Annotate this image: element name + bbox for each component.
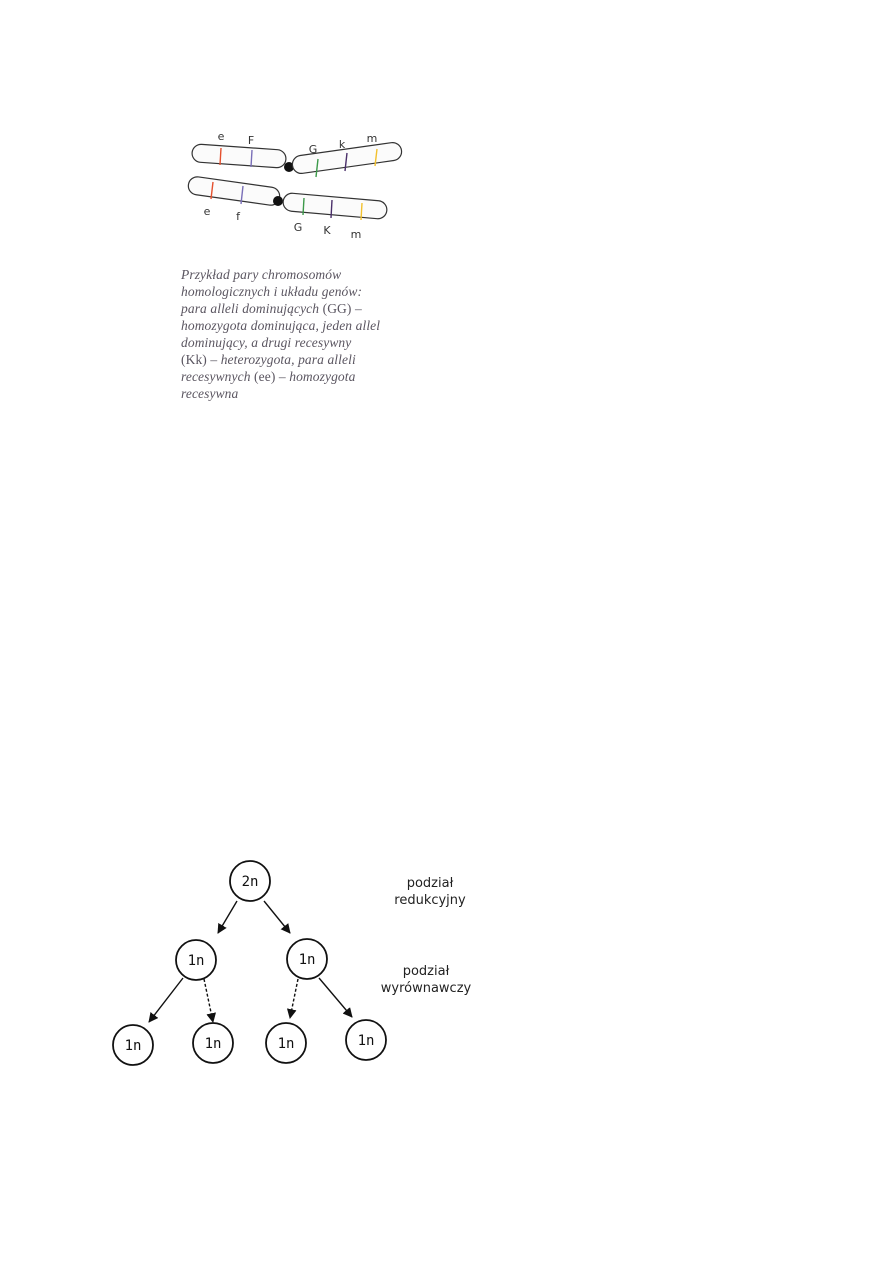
node-level2-3: [266, 1023, 306, 1063]
band-f-top: [251, 150, 252, 167]
centromere-bottom: [273, 196, 283, 206]
band-g-bottom: [303, 198, 304, 215]
caption-text: recesywnych: [181, 369, 255, 384]
meiosis-division-diagram: [100, 850, 480, 1070]
gene-label: f: [236, 210, 240, 223]
gene-label: G: [308, 143, 318, 156]
arrow-left-left: [149, 978, 183, 1022]
node-root: [230, 861, 270, 901]
bottom-chromosome: [187, 176, 387, 241]
arrow-root-left: [218, 901, 237, 933]
arrow-root-right: [264, 901, 290, 933]
genotype-gg: (GG): [322, 301, 352, 316]
node-label: 1n: [357, 1033, 375, 1049]
gene-label: m: [366, 132, 378, 145]
node-level2-2: [193, 1023, 233, 1063]
gene-label: m: [350, 228, 362, 241]
band-e-top: [220, 148, 221, 165]
arrow-left-right: [204, 979, 213, 1022]
caption-line: [181, 368, 431, 385]
gene-label: k: [338, 138, 346, 151]
gene-label: e: [217, 130, 225, 143]
genotype-ee: (ee): [254, 369, 276, 384]
node-label: 2n: [241, 874, 259, 890]
arrow-right-right: [319, 978, 352, 1017]
node-label: 1n: [187, 953, 205, 969]
band-k-bottom: [331, 200, 332, 218]
caption-line: homozygota dominująca, jeden allel: [181, 318, 381, 333]
node-level1-right: [287, 939, 327, 979]
caption-line: recesywna: [181, 386, 239, 401]
caption-line: [181, 351, 431, 368]
gene-label: F: [247, 134, 255, 147]
caption-line: dominujący, a drugi recesywny: [181, 335, 352, 350]
node-label: 1n: [124, 1038, 142, 1054]
chromosome-pair-diagram: [180, 125, 420, 245]
gene-label: G: [293, 221, 303, 234]
caption-text: – heterozygota, para alleli: [206, 352, 356, 367]
figure-caption: [181, 266, 431, 402]
caption-line: Przykład pary chromosomów: [181, 267, 342, 282]
node-label: 1n: [277, 1036, 295, 1052]
genotype-kk: (Kk): [181, 352, 207, 367]
node-level2-4: [346, 1020, 386, 1060]
caption-line: homologicznych i układu genów:: [181, 284, 363, 299]
label-equational-division: podział: [402, 964, 450, 979]
node-label: 1n: [204, 1036, 222, 1052]
label-equational-division: wyrównawczy: [380, 981, 472, 996]
caption-line: [181, 300, 431, 317]
node-level1-left: [176, 940, 216, 980]
band-m-bottom: [361, 203, 362, 220]
top-chromosome: [191, 130, 402, 177]
label-reduction-division: podział: [406, 876, 454, 891]
gene-label: e: [203, 205, 211, 218]
arrow-right-left: [290, 979, 298, 1018]
caption-text: –: [351, 301, 362, 316]
label-reduction-division: redukcyjny: [394, 893, 466, 908]
node-level2-1: [113, 1025, 153, 1065]
caption-text: para alleli dominujących: [181, 301, 323, 316]
gene-label: K: [323, 224, 331, 237]
caption-text: – homozygota: [275, 369, 356, 384]
node-label: 1n: [298, 952, 316, 968]
